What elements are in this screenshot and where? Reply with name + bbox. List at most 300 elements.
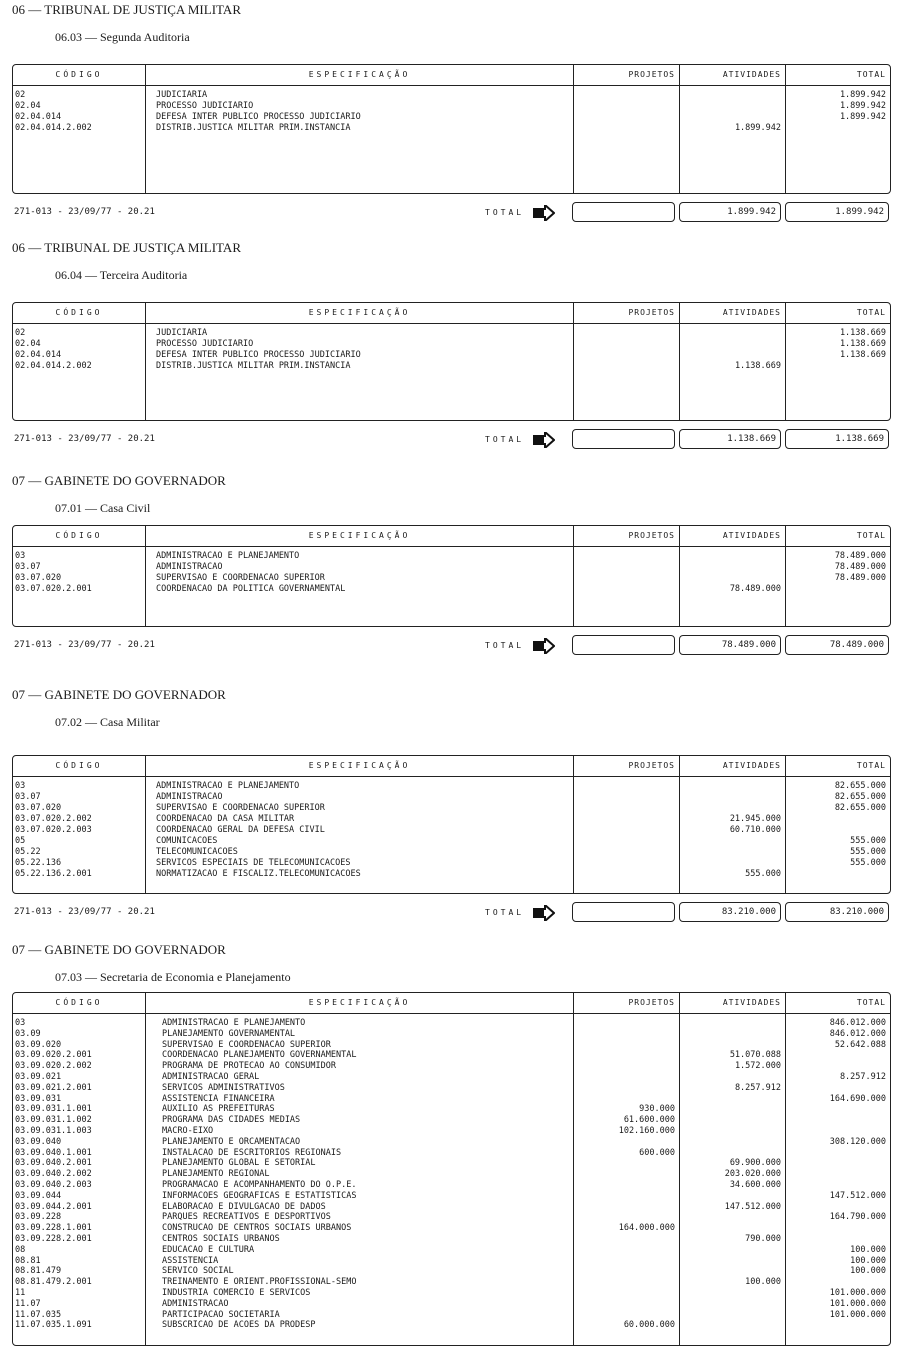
row-specification: PLANEJAMENTO GOVERNAMENTAL — [162, 1028, 296, 1039]
row-atividades-value: 147.512.000 — [724, 1201, 781, 1212]
row-total-value: 78.489.000 — [834, 573, 886, 583]
row-projetos-value — [574, 1180, 679, 1191]
row-specification: ADMINISTRACAO E PLANEJAMENTO — [156, 551, 300, 561]
row-total-value: 100.000 — [850, 1266, 886, 1277]
row-total-value — [786, 814, 890, 825]
col-header-total: TOTAL — [786, 756, 890, 777]
row-code: 03.09.020.2.001 — [15, 1050, 92, 1061]
row-code: 03.07.020 — [15, 573, 62, 583]
col-header-especificacao: ESPECIFICAÇÃO — [146, 65, 573, 86]
row-total-value: 82.655.000 — [834, 803, 886, 813]
row-atividades-value — [680, 781, 785, 792]
total-projetos — [572, 635, 675, 655]
col-header-codigo: CÓDIGO — [13, 303, 145, 324]
row-code: 03.09.044.2.001 — [15, 1201, 92, 1212]
row-projetos-value: 164.000.000 — [618, 1223, 675, 1234]
row-code: 11.07.035.1.091 — [15, 1320, 92, 1331]
row-total-value: 164.690.000 — [829, 1093, 886, 1104]
row-specification: ADMINISTRACAO — [162, 1298, 229, 1309]
col-header-especificacao: ESPECIFICAÇÃO — [146, 756, 573, 777]
col-header-codigo: CÓDIGO — [13, 65, 145, 86]
row-atividades-value — [680, 1104, 785, 1115]
row-specification: DISTRIB.JUSTICA MILITAR PRIM.INSTANCIA — [156, 123, 351, 133]
row-atividades-value — [680, 90, 785, 101]
total-projetos — [572, 902, 675, 922]
row-atividades-value — [680, 328, 785, 339]
row-total-value: 1.138.669 — [839, 328, 886, 338]
row-total-value: 1.899.942 — [839, 112, 886, 122]
row-projetos-value — [574, 1256, 679, 1267]
row-specification: ADMINISTRACAO — [156, 792, 223, 802]
subsection-header: 07.02 — Casa Militar — [55, 715, 160, 729]
row-projetos-value — [574, 869, 679, 880]
row-total-value — [786, 1277, 890, 1288]
budget-table — [12, 755, 891, 894]
row-code: 03.09.021.2.001 — [15, 1082, 92, 1093]
row-atividades-value: 203.020.000 — [724, 1169, 781, 1180]
row-total-value — [786, 869, 890, 880]
row-projetos-value — [574, 1158, 679, 1169]
row-atividades-value — [680, 1256, 785, 1267]
row-specification: AUXILIO AS PREFEITURAS — [162, 1104, 275, 1115]
row-projetos-value — [574, 1137, 679, 1148]
row-code: 03.09.040.1.001 — [15, 1147, 92, 1158]
row-atividades-value: 1.572.000 — [734, 1061, 781, 1072]
row-specification: PLANEJAMENTO E ORCAMENTACAO — [162, 1136, 301, 1147]
row-specification: SUBSCRICAO DE ACOES DA PRODESP — [162, 1320, 316, 1331]
row-code: 08 — [15, 1244, 26, 1255]
col-header-atividades: ATIVIDADES — [680, 65, 785, 86]
row-atividades-value — [680, 1299, 785, 1310]
row-specification: COORDENACAO GERAL DA DEFESA CIVIL — [156, 825, 325, 835]
print-stamp: 271-013 - 23/09/77 - 20.21 — [14, 207, 155, 217]
col-header-projetos: PROJETOS — [574, 303, 679, 324]
row-code: 03.09.031.1.001 — [15, 1104, 92, 1115]
row-projetos-value — [574, 1277, 679, 1288]
row-code: 08.81 — [15, 1255, 41, 1266]
col-header-codigo: CÓDIGO — [13, 526, 145, 547]
col-header-projetos: PROJETOS — [574, 65, 679, 86]
row-total-value: 100.000 — [850, 1244, 886, 1255]
col-header-especificacao: ESPECIFICAÇÃO — [146, 526, 573, 547]
row-specification: COMUNICACOES — [156, 836, 218, 846]
section-header: 07 — GABINETE DO GOVERNADOR — [12, 473, 226, 488]
row-atividades-value — [680, 1223, 785, 1234]
row-code: 03.09.040.2.003 — [15, 1179, 92, 1190]
row-specification: INFORMACOES GEOGRAFICAS E ESTATISTICAS — [162, 1190, 357, 1201]
col-header-atividades: ATIVIDADES — [680, 526, 785, 547]
row-atividades-value — [680, 112, 785, 123]
row-atividades-value — [680, 551, 785, 562]
col-header-atividades: ATIVIDADES — [680, 993, 785, 1014]
row-atividades-value — [680, 1137, 785, 1148]
row-projetos-value — [574, 350, 679, 361]
row-code: 02.04.014 — [15, 350, 62, 360]
row-projetos-value — [574, 1050, 679, 1061]
row-projetos-value — [574, 101, 679, 112]
print-stamp: 271-013 - 23/09/77 - 20.21 — [14, 907, 155, 917]
row-total-value: 101.000.000 — [829, 1309, 886, 1320]
row-atividades-value — [680, 1191, 785, 1202]
budget-table — [12, 525, 891, 627]
row-atividades-value — [680, 836, 785, 847]
row-atividades-value — [680, 1029, 785, 1040]
row-total-value — [786, 1202, 890, 1213]
row-atividades-value: 69.900.000 — [729, 1158, 781, 1169]
row-projetos-value — [574, 1072, 679, 1083]
row-projetos-value — [574, 1018, 679, 1029]
row-specification: PROGRAMA DAS CIDADES MEDIAS — [162, 1115, 301, 1126]
row-projetos-value — [574, 584, 679, 595]
row-specification: NORMATIZACAO E FISCALIZ.TELECOMUNICACOES — [156, 869, 361, 879]
row-code: 05.22 — [15, 847, 41, 857]
row-total-value: 1.138.669 — [839, 339, 886, 349]
row-projetos-value: 60.000.000 — [623, 1320, 675, 1331]
row-atividades-value: 21.945.000 — [729, 814, 781, 824]
row-projetos-value — [574, 1245, 679, 1256]
row-projetos-value — [574, 1083, 679, 1094]
row-total-value: 82.655.000 — [834, 792, 886, 802]
row-atividades-value — [680, 1212, 785, 1223]
row-projetos-value — [574, 836, 679, 847]
col-header-projetos: PROJETOS — [574, 526, 679, 547]
row-code: 05 — [15, 836, 26, 846]
row-total-value: 78.489.000 — [834, 551, 886, 561]
row-specification: ADMINISTRACAO E PLANEJAMENTO — [156, 781, 300, 791]
row-specification: ADMINISTRACAO E PLANEJAMENTO — [162, 1018, 306, 1028]
row-atividades-value: 78.489.000 — [729, 584, 781, 594]
row-total-value: 82.655.000 — [834, 781, 886, 791]
row-atividades-value — [680, 1245, 785, 1256]
row-atividades-value — [680, 1018, 785, 1029]
row-projetos-value — [574, 361, 679, 372]
row-specification: CONSTRUCAO DE CENTROS SOCIAIS URBANOS — [162, 1223, 352, 1234]
budget-section — [0, 0, 902, 217]
row-specification: DEFESA INTER PUBLICO PROCESSO JUDICIARIO — [156, 350, 361, 360]
row-projetos-value — [574, 90, 679, 101]
row-code: 02.04 — [15, 101, 41, 111]
total-label: TOTAL — [485, 435, 525, 444]
arrow-right-icon — [533, 205, 555, 221]
row-total-value — [786, 1083, 890, 1094]
row-specification: ELABORACAO E DIVULGACAO DE DADOS — [162, 1201, 326, 1212]
row-specification: PLANEJAMENTO REGIONAL — [162, 1169, 270, 1180]
row-atividades-value: 60.710.000 — [729, 825, 781, 835]
row-code: 03.09.031.1.003 — [15, 1125, 92, 1136]
row-code: 03.09.020 — [15, 1039, 62, 1050]
row-code: 03.09.228.2.001 — [15, 1233, 92, 1244]
row-total-value: 147.512.000 — [829, 1190, 886, 1201]
row-atividades-value — [680, 573, 785, 584]
total-atividades: 83.210.000 — [679, 902, 781, 922]
section-header: 07 — GABINETE DO GOVERNADOR — [12, 942, 226, 957]
row-specification: SUPERVISAO E COORDENACAO SUPERIOR — [156, 803, 325, 813]
row-atividades-value — [680, 1320, 785, 1331]
total-label: TOTAL — [485, 641, 525, 650]
row-code: 03.07 — [15, 562, 41, 572]
row-total-value: 101.000.000 — [829, 1298, 886, 1309]
row-total-value: 555.000 — [850, 858, 886, 868]
row-projetos-value — [574, 1061, 679, 1072]
row-total-value — [786, 1180, 890, 1191]
row-code: 02.04.014.2.002 — [15, 123, 92, 133]
row-specification: CENTROS SOCIAIS URBANOS — [162, 1233, 280, 1244]
row-code: 03.09.228 — [15, 1212, 62, 1223]
row-code: 03 — [15, 1018, 26, 1028]
total-atividades: 78.489.000 — [679, 635, 781, 655]
row-code: 03.09.031.1.002 — [15, 1115, 92, 1126]
row-specification: SERVICOS ADMINISTRATIVOS — [162, 1082, 285, 1093]
row-specification: SERVICOS ESPECIAIS DE TELECOMUNICACOES — [156, 858, 351, 868]
row-specification: SUPERVISAO E COORDENACAO SUPERIOR — [162, 1039, 331, 1050]
budget-table — [12, 302, 891, 421]
row-specification: TELECOMUNICACOES — [156, 847, 238, 857]
row-projetos-value — [574, 858, 679, 869]
row-code: 05.22.136 — [15, 858, 62, 868]
row-code: 03.09.021 — [15, 1071, 62, 1082]
budget-section — [0, 685, 902, 917]
row-code: 02 — [15, 328, 26, 338]
col-header-total: TOTAL — [786, 993, 890, 1014]
row-total-value — [786, 1234, 890, 1245]
row-specification: ADMINISTRACAO — [156, 562, 223, 572]
budget-table — [12, 64, 891, 194]
row-projetos-value — [574, 573, 679, 584]
row-code: 03.09.040 — [15, 1136, 62, 1147]
row-total-value — [786, 584, 890, 595]
total-geral: 78.489.000 — [785, 635, 889, 655]
row-total-value: 164.790.000 — [829, 1212, 886, 1223]
row-code: 02.04 — [15, 339, 41, 349]
row-projetos-value: 102.160.000 — [618, 1125, 675, 1136]
row-atividades-value — [680, 1094, 785, 1105]
row-atividades-value — [680, 858, 785, 869]
row-specification: ASSISTENCIA — [162, 1255, 219, 1266]
row-total-value — [786, 1158, 890, 1169]
col-header-atividades: ATIVIDADES — [680, 756, 785, 777]
row-total-value: 846.012.000 — [829, 1018, 886, 1028]
row-specification: ASSISTÊNCIA FINANCEIRA — [162, 1093, 275, 1104]
row-specification: COORDENACAO PLANEJAMENTO GOVERNAMENTAL — [162, 1050, 357, 1061]
row-projetos-value — [574, 1234, 679, 1245]
row-specification: MACRO-EIXO — [162, 1125, 214, 1136]
row-projetos-value: 61.600.000 — [623, 1115, 675, 1126]
row-total-value — [786, 1148, 890, 1159]
row-projetos-value: 930.000 — [639, 1104, 675, 1115]
total-atividades: 1.138.669 — [679, 429, 781, 449]
row-atividades-value — [680, 339, 785, 350]
row-code: 03.09.228.1.001 — [15, 1223, 92, 1234]
total-atividades: 1.899.942 — [679, 202, 781, 222]
row-total-value: 1.899.942 — [839, 101, 886, 111]
row-total-value — [786, 1061, 890, 1072]
row-code: 03.07.020.2.003 — [15, 825, 92, 835]
row-atividades-value: 1.899.942 — [734, 123, 781, 133]
row-atividades-value — [680, 1266, 785, 1277]
row-specification: JUDICIARIA — [156, 328, 208, 338]
section-header: 06 — TRIBUNAL DE JUSTIÇA MILITAR — [12, 240, 241, 255]
row-projetos-value — [574, 1288, 679, 1299]
row-specification: PARQUES RECREATIVOS E DESPORTIVOS — [162, 1212, 331, 1223]
row-specification: TREINAMENTO E ORIENT.PROFISSIONAL-SEMO — [162, 1277, 357, 1288]
row-code: 02 — [15, 90, 26, 100]
col-header-codigo: CÓDIGO — [13, 756, 145, 777]
row-total-value: 8.257.912 — [839, 1071, 886, 1082]
row-code: 11.07.035 — [15, 1309, 62, 1320]
col-header-total: TOTAL — [786, 526, 890, 547]
row-projetos-value: 600.000 — [639, 1147, 675, 1158]
row-specification: COORDENACAO DA CASA MILITAR — [156, 814, 295, 824]
row-specification: PROGRAMACAO E ACOMPANHAMENTO DO O.P.E. — [162, 1179, 357, 1190]
row-total-value — [786, 1115, 890, 1126]
row-atividades-value: 790.000 — [745, 1233, 781, 1244]
row-code: 03.07.020 — [15, 803, 62, 813]
row-total-value — [786, 1050, 890, 1061]
row-atividades-value — [680, 562, 785, 573]
row-projetos-value — [574, 123, 679, 134]
row-code: 03 — [15, 781, 26, 791]
row-specification: ADMINISTRACAO GERAL — [162, 1071, 260, 1082]
row-projetos-value — [574, 328, 679, 339]
row-atividades-value: 8.257.912 — [734, 1082, 781, 1093]
total-projetos — [572, 429, 675, 449]
row-specification: SUPERVISAO E COORDENACAO SUPERIOR — [156, 573, 325, 583]
row-specification: SERVICO SOCIAL — [162, 1266, 234, 1277]
subsection-header: 07.01 — Casa Civil — [55, 501, 151, 515]
row-total-value: 78.489.000 — [834, 562, 886, 572]
row-total-value — [786, 1126, 890, 1137]
col-header-atividades: ATIVIDADES — [680, 303, 785, 324]
row-atividades-value: 51.070.088 — [729, 1050, 781, 1061]
total-label: TOTAL — [485, 208, 525, 217]
row-atividades-value — [680, 847, 785, 858]
row-total-value: 100.000 — [850, 1255, 886, 1266]
row-projetos-value — [574, 803, 679, 814]
col-header-projetos: PROJETOS — [574, 756, 679, 777]
row-specification: COORDENACAO DA POLITICA GOVERNAMENTAL — [156, 584, 346, 594]
col-header-projetos: PROJETOS — [574, 993, 679, 1014]
row-total-value: 555.000 — [850, 836, 886, 846]
section-header: 06 — TRIBUNAL DE JUSTIÇA MILITAR — [12, 2, 241, 17]
budget-section — [0, 940, 902, 1331]
row-specification: JUDICIARIA — [156, 90, 208, 100]
row-total-value — [786, 1104, 890, 1115]
row-code: 02.04.014.2.002 — [15, 361, 92, 371]
row-total-value: 846.012.000 — [829, 1028, 886, 1039]
row-total-value — [786, 1223, 890, 1234]
subsection-header: 06.03 — Segunda Auditoria — [55, 30, 190, 44]
row-projetos-value — [574, 339, 679, 350]
row-code: 03.09.020.2.002 — [15, 1061, 92, 1072]
subsection-header: 07.03 — Secretaria de Economia e Planejamento — [55, 970, 291, 984]
arrow-right-icon — [533, 905, 555, 921]
row-total-value: 1.138.669 — [839, 350, 886, 360]
col-header-especificacao: ESPECIFICAÇÃO — [146, 993, 573, 1014]
row-projetos-value — [574, 814, 679, 825]
row-code: 08.81.479 — [15, 1266, 62, 1277]
row-code: 05.22.136.2.001 — [15, 869, 92, 879]
row-code: 03.09.040.2.001 — [15, 1158, 92, 1169]
row-total-value: 52.642.088 — [834, 1039, 886, 1050]
row-projetos-value — [574, 1266, 679, 1277]
row-atividades-value: 1.138.669 — [734, 361, 781, 371]
row-total-value: 101.000.000 — [829, 1287, 886, 1298]
row-code: 03.07 — [15, 792, 41, 802]
row-atividades-value — [680, 1115, 785, 1126]
row-atividades-value: 100.000 — [745, 1277, 781, 1288]
budget-section — [0, 238, 902, 444]
row-specification: PROCESSO JUDICIARIO — [156, 101, 254, 111]
row-projetos-value — [574, 847, 679, 858]
row-code: 03 — [15, 551, 26, 561]
budget-table — [12, 992, 891, 1346]
row-atividades-value — [680, 350, 785, 361]
row-projetos-value — [574, 1029, 679, 1040]
row-specification: PROCESSO JUDICIARIO — [156, 339, 254, 349]
section-header: 07 — GABINETE DO GOVERNADOR — [12, 687, 226, 702]
arrow-right-icon — [533, 638, 555, 654]
row-total-value — [786, 361, 890, 372]
row-projetos-value — [574, 781, 679, 792]
total-label: TOTAL — [485, 908, 525, 917]
row-projetos-value — [574, 1202, 679, 1213]
col-header-total: TOTAL — [786, 65, 890, 86]
row-atividades-value — [680, 792, 785, 803]
row-atividades-value — [680, 1040, 785, 1051]
row-specification: PROGRAMA DE PROTECAO AO CONSUMIDOR — [162, 1061, 336, 1072]
row-projetos-value — [574, 792, 679, 803]
row-total-value — [786, 1169, 890, 1180]
total-geral: 1.899.942 — [785, 202, 889, 222]
total-geral: 1.138.669 — [785, 429, 889, 449]
row-code: 02.04.014 — [15, 112, 62, 122]
row-projetos-value — [574, 1310, 679, 1321]
row-specification: INDUSTRIA COMERCIO E SERVICOS — [162, 1287, 311, 1298]
row-specification: INSTALACAO DE ESCRITORIOS REGIONAIS — [162, 1147, 342, 1158]
row-atividades-value — [680, 101, 785, 112]
row-code: 03.09.040.2.002 — [15, 1169, 92, 1180]
row-projetos-value — [574, 1169, 679, 1180]
row-atividades-value — [680, 1148, 785, 1159]
row-projetos-value — [574, 1212, 679, 1223]
total-geral: 83.210.000 — [785, 902, 889, 922]
row-atividades-value — [680, 803, 785, 814]
row-projetos-value — [574, 112, 679, 123]
row-atividades-value — [680, 1310, 785, 1321]
row-projetos-value — [574, 1094, 679, 1105]
print-stamp: 271-013 - 23/09/77 - 20.21 — [14, 434, 155, 444]
col-header-total: TOTAL — [786, 303, 890, 324]
row-atividades-value — [680, 1288, 785, 1299]
row-code: 11.07 — [15, 1298, 41, 1309]
row-atividades-value: 555.000 — [745, 869, 781, 879]
row-projetos-value — [574, 1191, 679, 1202]
row-atividades-value — [680, 1072, 785, 1083]
row-projetos-value — [574, 562, 679, 573]
row-projetos-value — [574, 825, 679, 836]
row-projetos-value — [574, 1040, 679, 1051]
row-specification: DEFESA INTER PUBLICO PROCESSO JUDICIARIO — [156, 112, 361, 122]
row-specification: DISTRIB.JUSTICA MILITAR PRIM.INSTANCIA — [156, 361, 351, 371]
subsection-header: 06.04 — Terceira Auditoria — [55, 268, 188, 282]
row-total-value: 308.120.000 — [829, 1136, 886, 1147]
budget-section — [0, 471, 902, 650]
row-code: 03.09.031 — [15, 1093, 62, 1104]
row-atividades-value: 34.600.000 — [729, 1179, 781, 1190]
col-header-especificacao: ESPECIFICAÇÃO — [146, 303, 573, 324]
row-specification: PLANEJAMENTO GLOBAL E SETORIAL — [162, 1158, 316, 1169]
row-projetos-value — [574, 1299, 679, 1310]
